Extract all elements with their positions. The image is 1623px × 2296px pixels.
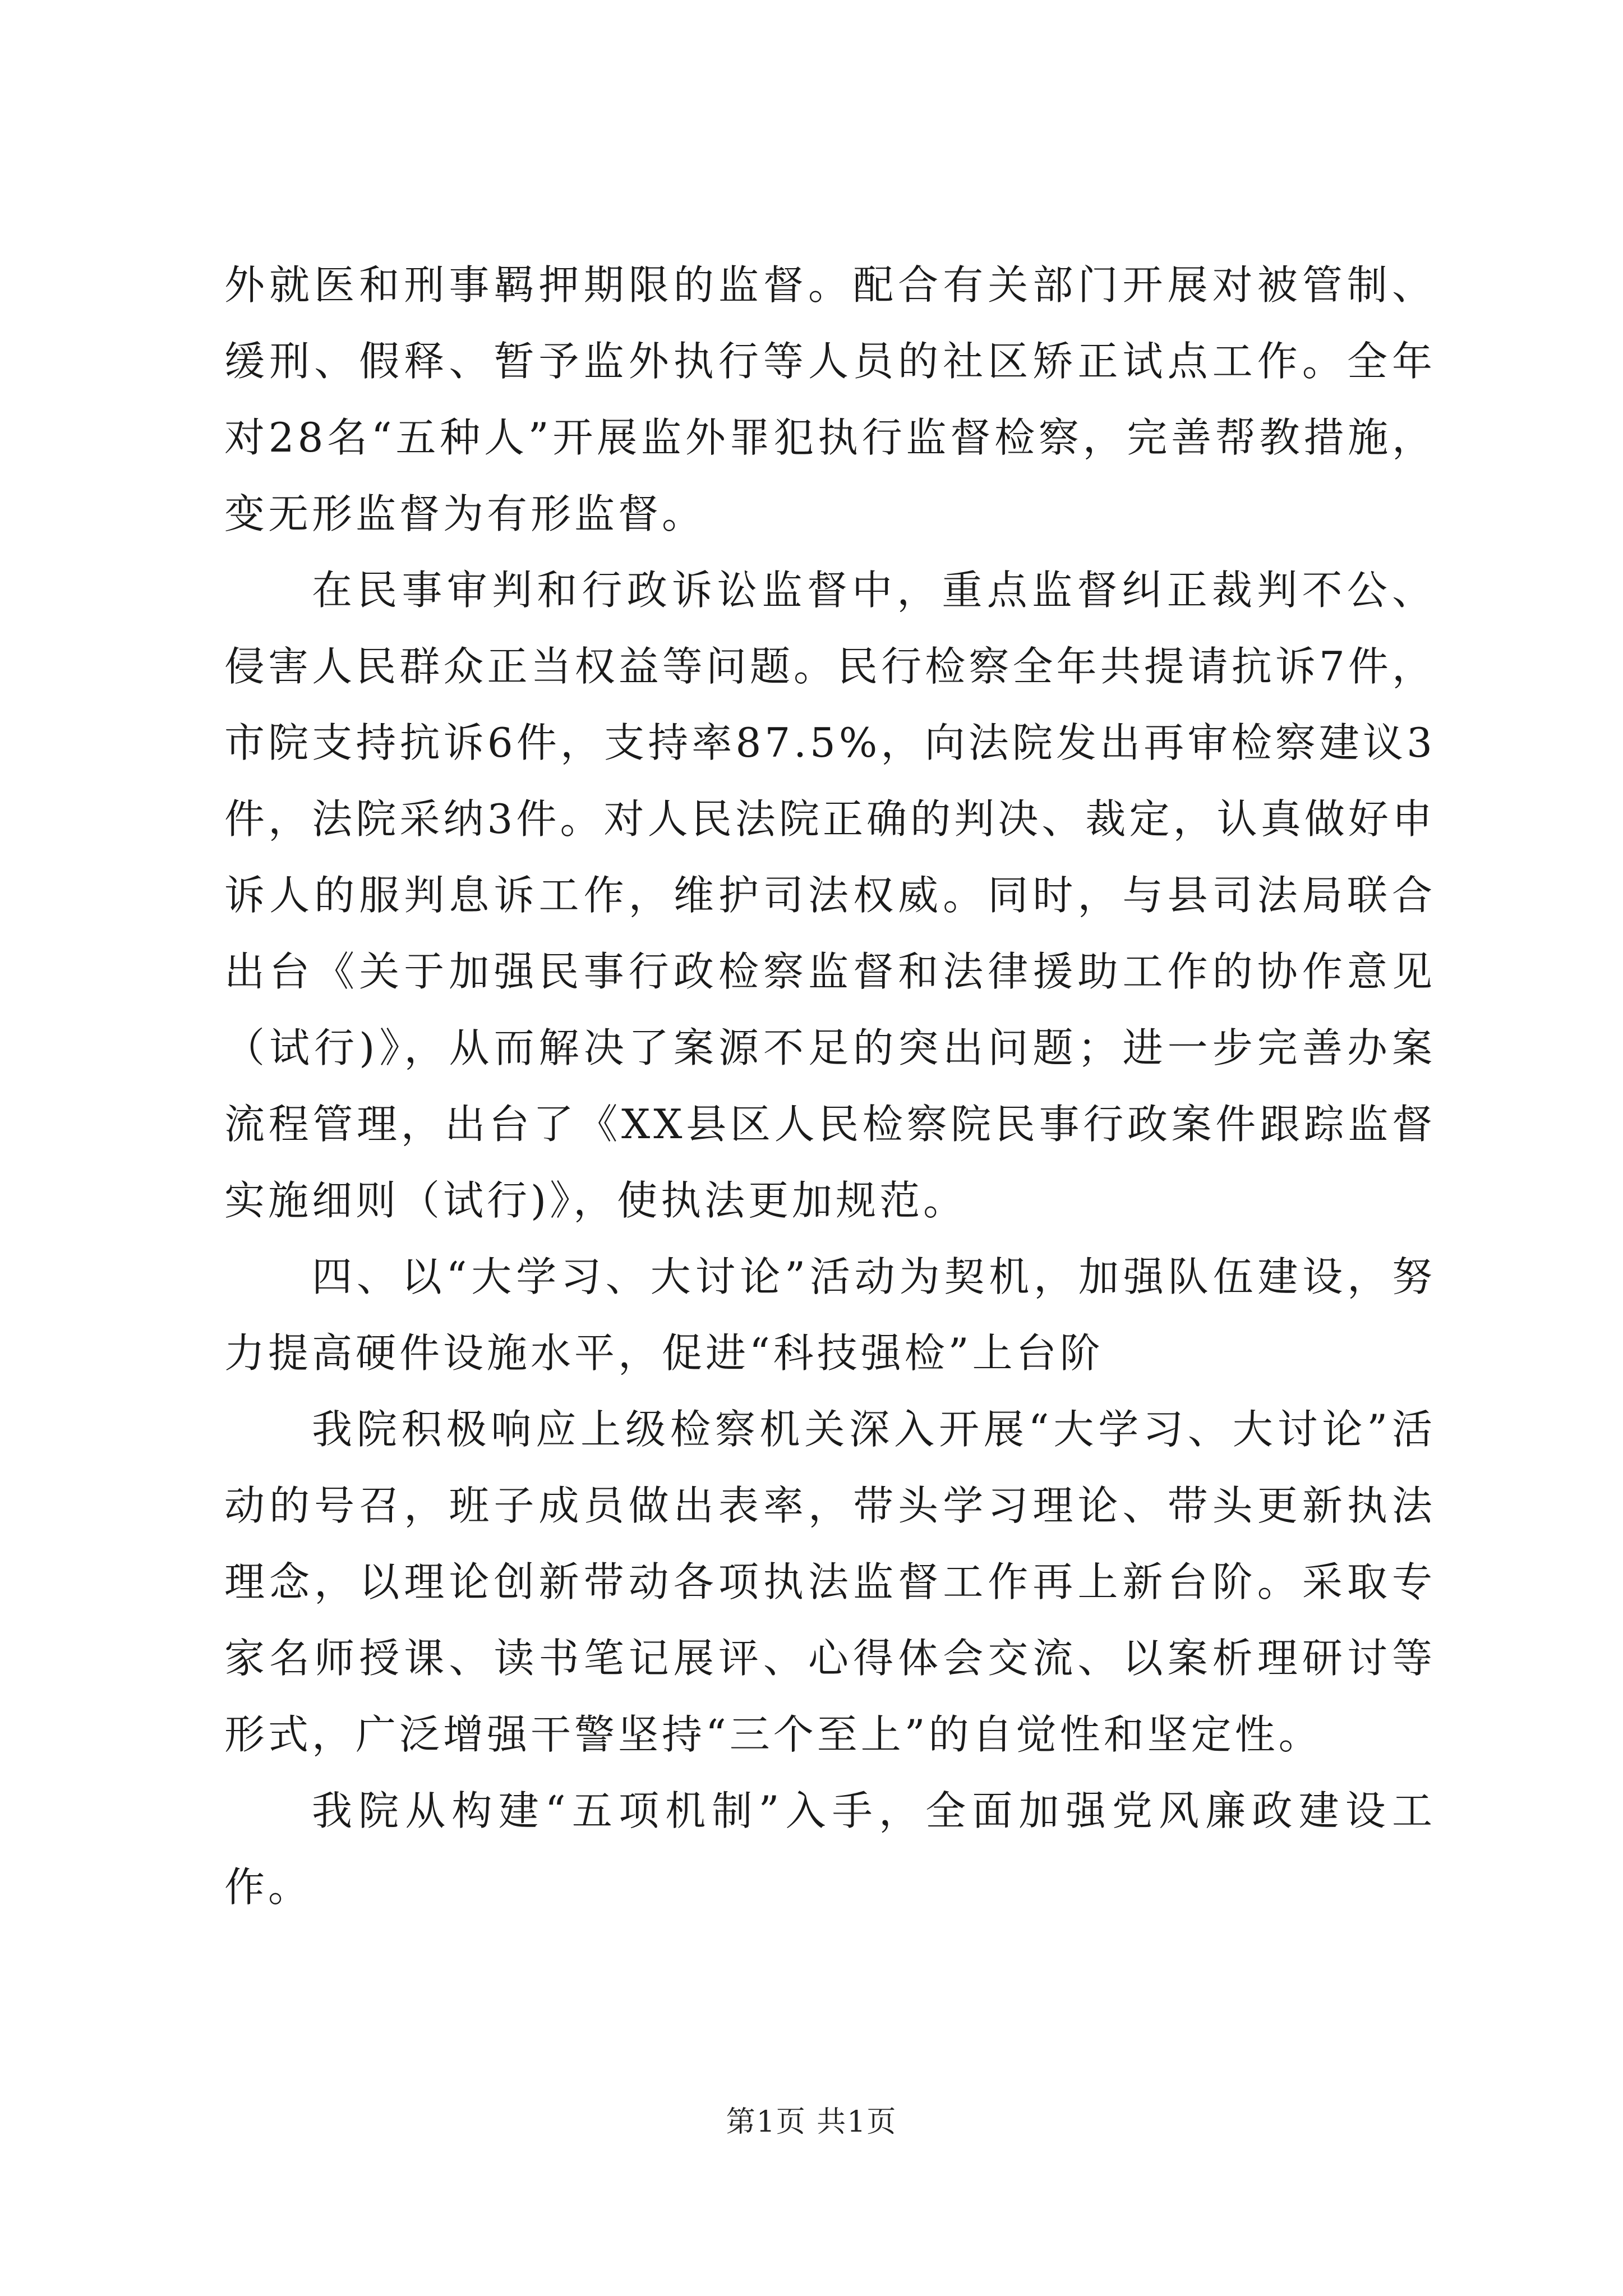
- document-body: [224, 247, 1436, 1925]
- paragraph-civil-administrative-supervision: 在民事审判和行政诉讼监督中，重点监督纠正裁判不公、侵害人民群众正当权益等问题。民行检察全年共提请抗诉7件，市院支持抗诉6件，支持率87.5%，向法院发出再审检察建议3件，法院采纳3件。对人民法院正确的判决、裁定，认真做好申诉人的服判息诉工作，维护司法权威。同时，与县司法局联合出台《关于加强民事行政检察监督和法律援助工作的协作意见（试行)》，从而解决了案源不足的突出问题；进一步完善办案流程管理，出台了《XX县区人民检察院民事行政案件跟踪监督实施细则（试行)》，使执法更加规范。: [224, 567, 1436, 1224]
- page-number-footer: 第1页 共1页: [726, 2105, 897, 2139]
- paragraph-study-discussion: 我院积极响应上级检察机关深入开展“大学习、大讨论”活动的号召，班子成员做出表率，带头学习理论、带头更新执法理念，以理论创新带动各项执法监督工作再上新台阶。采取专家名师授课、读书笔记展评、心得体会交流、以案析理研讨等形式，广泛增强干警坚持“三个至上”的自觉性和坚定性。: [224, 1406, 1436, 1758]
- paragraph-supervision-continued: 外就医和刑事羁押期限的监督。配合有关部门开展对被管制、缓刑、假释、暂予监外执行等人员的社区矫正试点工作。全年对28名“五种人”开展监外罪犯执行监督检察，完善帮教措施，变无形监督为有形监督。: [224, 261, 1436, 537]
- section-heading-four: 四、以“大学习、大讨论”活动为契机，加强队伍建设，努力提高硬件设施水平，促进“科技强检”上台阶: [224, 1253, 1436, 1377]
- paragraph-five-mechanisms: 我院从构建“五项机制”入手，全面加强党风廉政建设工作。: [224, 1787, 1436, 1911]
